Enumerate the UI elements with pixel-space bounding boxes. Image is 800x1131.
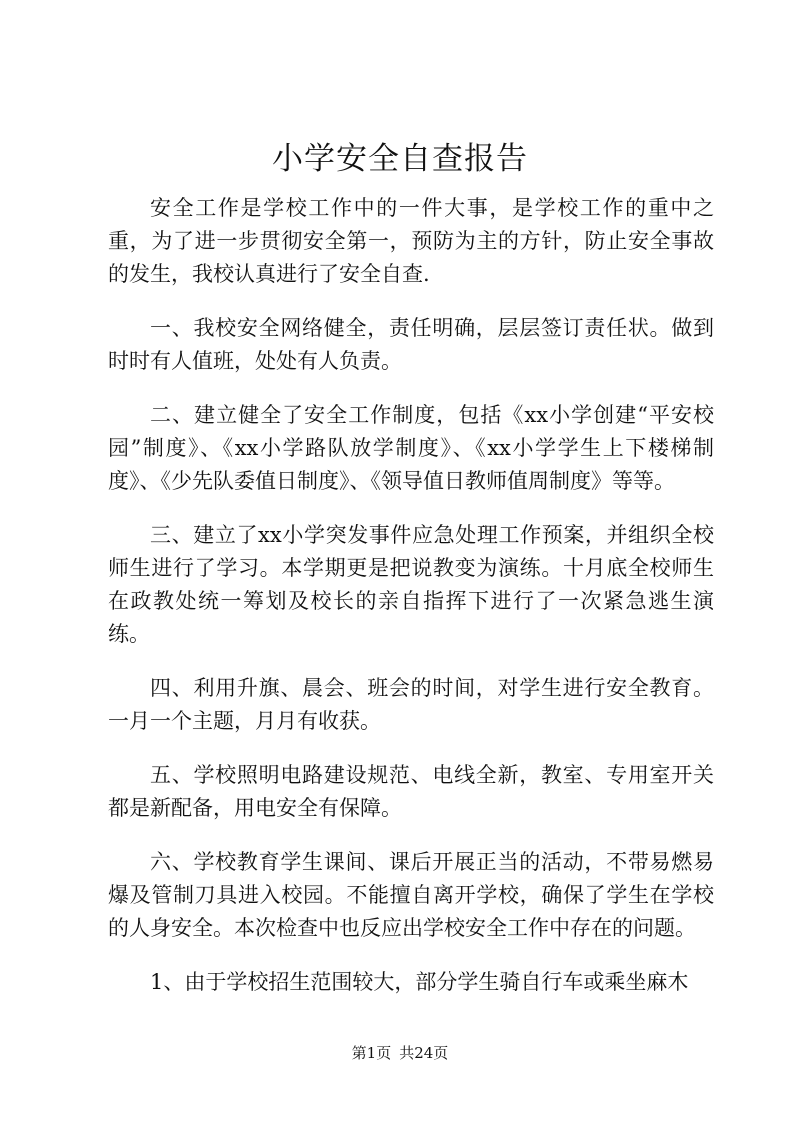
page-number: 第1页 [351, 1044, 392, 1062]
page-footer [0, 1042, 800, 1064]
paragraph-item-6: 六、学校教育学生课间、课后开展正当的活动，不带易燃易爆及管制刀具进入校园。不能擅自离开学校，确保了学生在学校的人身安全。本次检查中也反应出学校安全工作中存在的问题。 [108, 850, 714, 940]
paragraph-issue-1: 1、由于学校招生范围较大，部分学生骑自行车或乘坐麻木 [150, 970, 689, 994]
page-total: 共24页 [399, 1044, 449, 1062]
paragraph-item-5: 五、学校照明电路建设规范、电线全新，教室、专用室开关都是新配备，用电安全有保障。 [108, 763, 714, 820]
paragraph-item-2: 二、建立健全了安全工作制度，包括《xx小学创建“平安校园”制度》、《xx小学路队放学制度》、《xx小学学生上下楼梯制度》、《少先队委值日制度》、《领导值日教师值周制度》等等。 [108, 403, 714, 493]
document-title: 小学安全自查报告 [272, 141, 528, 177]
paragraph-item-3: 三、建立了xx小学突发事件应急处理工作预案，并组织全校师生进行了学习。本学期更是把说教变为演练。十月底全校师生在政教处统一筹划及校长的亲自指挥下进行了一次紧急逃生演练。 [108, 523, 714, 646]
paragraph-item-1: 一、我校安全网络健全，责任明确，层层签订责任状。做到时时有人值班，处处有人负责。 [108, 316, 714, 373]
paragraph-item-4: 四、利用升旗、晨会、班会的时间，对学生进行安全教育。一月一个主题，月月有收获。 [108, 676, 714, 733]
document-body [108, 192, 714, 1020]
paragraph-intro: 安全工作是学校工作中的一件大事，是学校工作的重中之重，为了进一步贯彻安全第一，预防为主的方针，防止安全事故的发生，我校认真进行了安全自查. [108, 196, 714, 286]
